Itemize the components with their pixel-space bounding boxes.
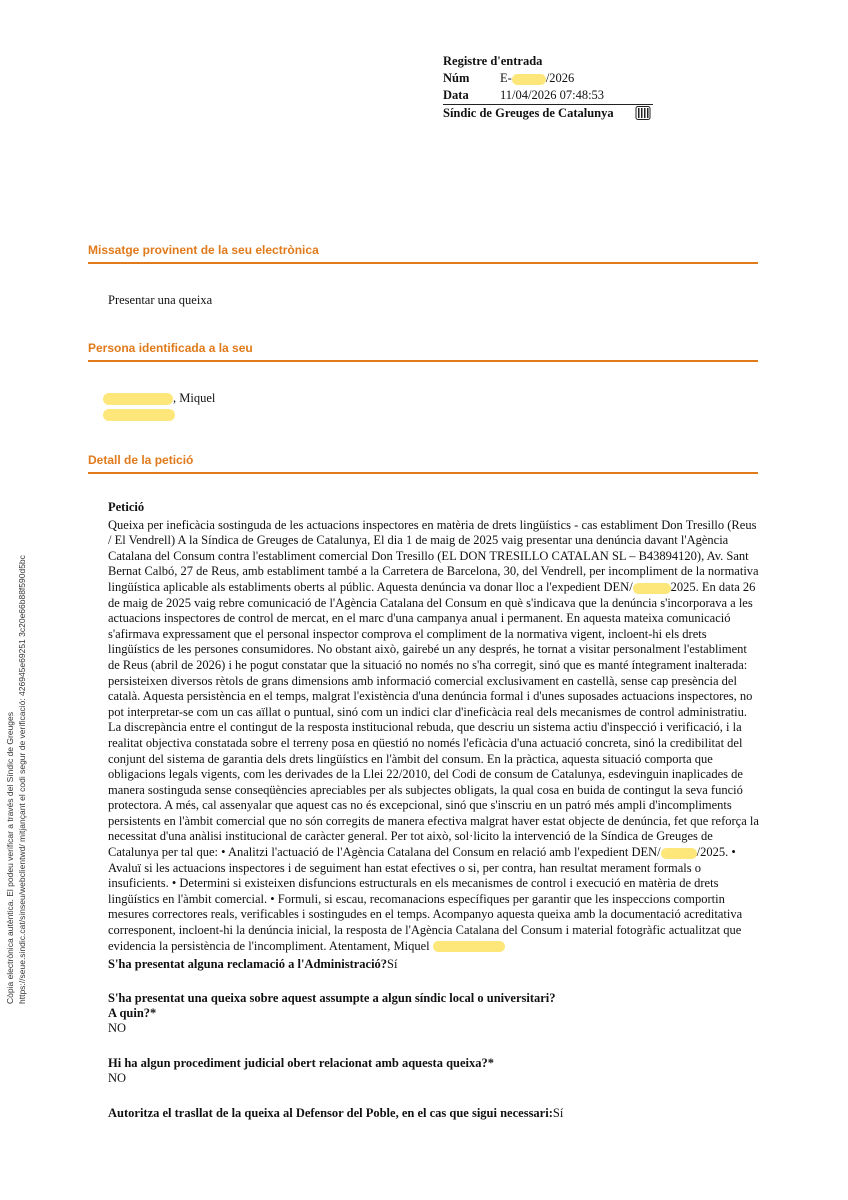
redaction-mark [661,848,697,859]
question-3 [108,1056,758,1086]
registry-num-suffix: /2026 [545,71,575,85]
question-4-text: Autoritza el trasllat de la queixa al Defensor del Poble, en el cas que sigui necessari: [108,1106,553,1120]
person-name [103,391,215,406]
catalonia-coat-of-arms-icon [635,106,651,120]
redaction-mark [103,393,173,405]
redaction-mark [633,583,671,594]
question-2-text: S'ha presentat una queixa sobre aquest assumpte a algun síndic local o universitari? [108,991,556,1005]
petition-label: Petició [108,500,145,514]
verification-line-1: Còpia electrònica autèntica. El podeu verificar a través del Síndic de Greuges [5,712,15,1004]
registry-num-row [443,70,653,87]
question-1 [108,957,758,972]
registry-institution-row [443,105,653,122]
petition-text-part2: 2025. En data 26 de maig de 2025 vaig rebre comunicació de l'Agència Catalana del Consum en què s'indicava que la denúncia s'incorporava a les actuacions inspectores de control de mercat, en el marc d'una campanya anual i permanent. En aquesta mateixa comunicació s'afirmava expressament que el personal inspector comprova el compliment de la normativa vigent, incloent-hi els drets lingüístics de les persones consumidores. No obstant això, gairebé un any després, he tornat a visitar personalment l'establiment de Reus (abril de 2026) i he pogut constatar que la situació no només no s'ha corregit, sinó que es manté íntegrament inalterada: persisteixen diversos rètols de grans dimensions amb informació comercial exclusivament en castellà, sense cap presència del català. Aquesta persistència en el temps, malgrat l'existència d'una denúncia formal i d'unes suposades actuacions inspectores, no pot interpretar-se com un cas aïllat o puntual, sinó com un indici clar d'ineficàcia real dels mecanismes de control administratiu. La discrepància entre el contingut de la resposta institucional rebuda, que descriu un sistema actiu d'inspecció i verificació, i la realitat objectiva constatada sobre el terreny posa en qüestió no només l'eficàcia d'una actuació concreta, sinó la credibilitat del conjunt del sistema de garantia dels drets lingüístics en l'àmbit del consum. En la pràctica, aquesta situació comporta que obligacions legals vigents, com les derivades de la Llei 22/2010, del Codi de consum de Catalunya, esdevinguin inaplicades de manera sostinguda sense conseqüències apreciables per als subjectes obligats, la qual cosa en buida de contingut la seva funció protectora. A més, cal assenyalar que aquest cas no és excepcional, sinó que s'inscriu en un patró més ampli d'incompliments persistents en l'àmbit comercial que no són corregits de manera efectiva malgrat haver estat objecte de denúncia, fet que reforça la necessitat d'una anàlisi institucional de caràcter general. Per tot això, sol·licito la intervenció de la Síndica de Greuges de Catalunya per tal que: • Analitzi l'actuació de l'Agència Catalana del Consum en relació amb l'expedient DEN/ [108,579,759,860]
question-2-answer: NO [108,1021,127,1035]
message-type: Presentar una queixa [108,293,213,307]
registry-date-value: 11/04/2026 07:48:53 [500,88,605,102]
petition-block [108,500,760,954]
petition-text [108,518,760,955]
question-1-text: S'ha presentat alguna reclamació a l'Administració? [108,957,388,971]
question-4-answer: Sí [552,1106,564,1120]
registry-num-label: Núm [443,71,470,85]
registry-date-row [443,87,653,105]
registry-num-value [500,70,574,87]
person-name-suffix: , Miquel [173,391,216,405]
registry-title-row [443,53,653,70]
question-2 [108,991,758,1036]
verification-line-2: https://seue.sindic.cat/sinseu/webclientwd/ mitjançant el codi segur de verificació: 426945e69251 3c20e66b88f590d5bc [17,555,27,1004]
question-4 [108,1106,758,1121]
section-heading-message-source: Missatge provinent de la seu electrònica [88,243,758,264]
registry-stamp [443,53,653,122]
registry-date-label: Data [443,88,469,102]
petition-text-part1: Queixa per ineficàcia sostinguda de les actuacions inspectores en matèria de drets lingüístics - cas establiment Don Tresillo (Reus / El Vendrell) A la Síndica de Greuges de Catalunya, El dia 1 de maig de 2025 vaig presentar una denúncia davant l'Agència Catalana del Consum contra l'establiment comercial Don Tresillo (EL DON TRESILLO CATALAN SL – B43894120), Av. Sant Bernat Calbó, 27 de Reus, amb establiment també a la Carretera de Barcelona, 30, del Vendrell, per incompliment de la normativa lingüística aplicable als establiments oberts al públic. Aquesta denúncia va donar lloc a l'expedient DEN/ [108,517,759,594]
section-heading-request-detail: Detall de la petició [88,453,758,474]
redaction-mark [433,941,505,952]
registry-institution: Síndic de Greuges de Catalunya [443,106,614,120]
question-3-answer: NO [108,1071,127,1085]
registry-title: Registre d'entrada [443,54,543,68]
question-1-answer: Sí [387,957,398,971]
redaction-mark [512,74,546,85]
verification-side-text [4,555,28,1004]
petition-text-part3: /2025. • Avaluï si les actuacions inspectores i de seguiment han estat efectives o si, per contra, han resultat merament formals o insuficients. • Determini si existeixen disfuncions estructurals en els mecanismes de control i execució en matèria de drets lingüístics en l'àmbit comercial. • Formuli, si escau, recomanacions específiques per garantir que les inspeccions comportin mesures correctores reals, verificables i sostingudes en el temps. Acompanyo aquesta queixa amb la documentació acreditativa corresponent, incloent-hi la denúncia inicial, la resposta de l'Agència Catalana del Consum i material fotogràfic actualitzat que evidencia la persistència de l'incompliment. Atentament, Miquel [108,845,743,953]
question-2-subtext: A quin?* [108,1006,157,1020]
registry-num-prefix: E- [500,71,512,85]
redaction-mark [103,409,175,421]
question-3-text: Hi ha algun procediment judicial obert relacionat amb aquesta queixa?* [108,1056,495,1070]
person-name-line2 [103,406,175,424]
section-heading-identified-person: Persona identificada a la seu [88,341,758,362]
